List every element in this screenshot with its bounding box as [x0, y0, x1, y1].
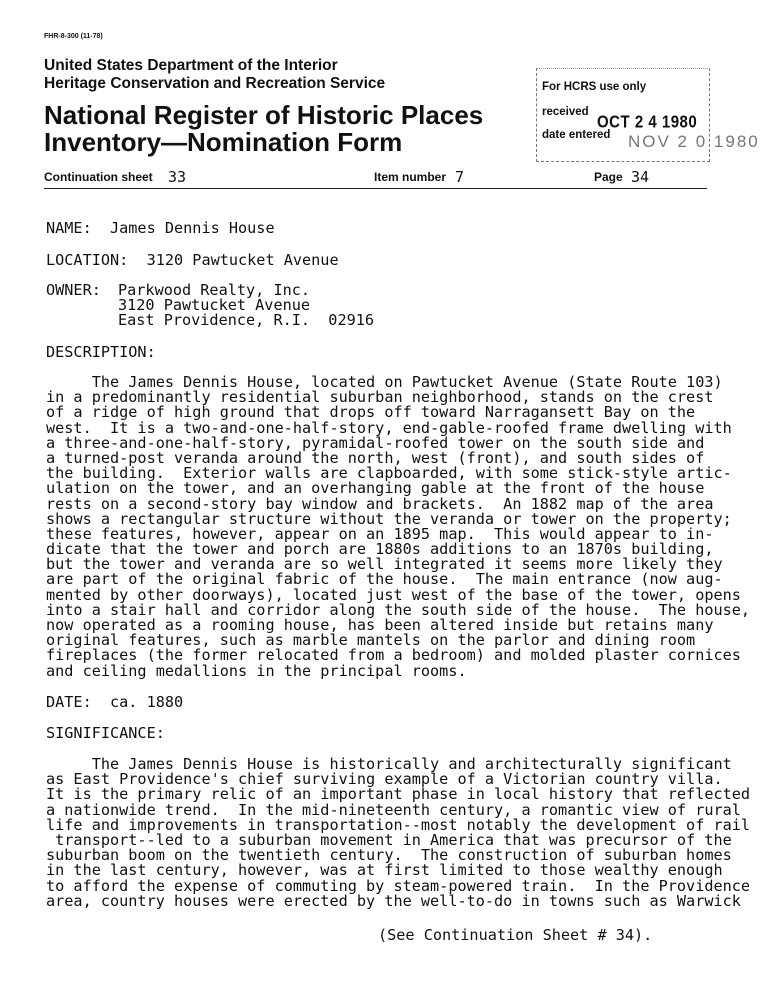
description-text: [46, 375, 750, 679]
header-divider: [44, 188, 707, 189]
description-line: The James Dennis House, located on Pawtucket Avenue (State Route 103): [46, 373, 723, 391]
significance-heading: SIGNIFICANCE:: [46, 724, 165, 742]
significance-line: area, country houses were erected by the well-to-do in towns such as Warwick: [46, 891, 741, 910]
owner-line: Parkwood Realty, Inc.: [118, 281, 311, 299]
significance-line: as East Providence's chief surviving example of a Victorian country villa.: [46, 770, 723, 789]
description-line: a three-and-one-half-story, pyramidal-roofed tower on the south side and: [46, 433, 705, 452]
owner-line: 3120 Pawtucket Avenue: [118, 296, 311, 315]
owner-label: OWNER:: [46, 281, 101, 299]
date-entered-label: date entered: [542, 129, 611, 141]
description-heading: DESCRIPTION:: [46, 343, 156, 361]
description-line: west. It is a two-and-one-half-story, end-gable-roofed frame dwelling with: [46, 418, 732, 437]
property-name: NAME: James Dennis House: [46, 219, 275, 237]
form-title-line1: National Register of Historic Places: [44, 100, 484, 130]
description-line: in a predominantly residential suburban neighborhood, stands on the crest: [46, 388, 714, 407]
continuation-sheet-label: Continuation sheet: [44, 170, 153, 184]
date-entered-stamp: NOV 2 0 1980: [628, 132, 760, 151]
description-line: shows a rectangular structure without the veranda or tower on the property;: [46, 509, 732, 528]
owner-line: East Providence, R.I. 02916: [118, 311, 375, 330]
significance-text: [46, 757, 750, 909]
description-line: a turned-post veranda around the north, west (front), and south sides of: [46, 448, 705, 467]
description-line: ulation on the tower, and an overhanging gable at the front of the house: [46, 479, 705, 498]
description-line: dicate that the tower and porch are 1880s additions to an 1870s building,: [46, 540, 714, 559]
item-number-label: Item number: [374, 170, 447, 184]
continuation-note: (See Continuation Sheet # 34).: [378, 926, 653, 944]
hcrs-box-label: For HCRS use only: [542, 81, 647, 93]
owner-address: [118, 283, 374, 329]
description-line: into a stair hall and corridor along the south side of the house. The house,: [46, 600, 751, 619]
significance-line: life and improvements in transportation--most notably the development of rail: [46, 815, 751, 834]
item-number-value: 7: [455, 168, 465, 186]
description-line: are part of the original fabric of the house. The main entrance (now aug-: [46, 570, 723, 589]
significance-line: to afford the expense of commuting by steam-powered train. In the Providence: [46, 876, 751, 895]
continuation-sheet-number: 33: [168, 168, 187, 186]
description-line: the building. Exterior walls are clapboarded, with some stick-style artic-: [46, 464, 732, 483]
significance-line: a nationwide trend. In the mid-nineteenth century, a romantic view of rural: [46, 800, 741, 819]
service-heading: Heritage Conservation and Recreation Service: [44, 75, 386, 92]
page-label: Page: [594, 170, 623, 184]
property-date: DATE: ca. 1880: [46, 693, 184, 711]
significance-line: suburban boom on the twentieth century. The construction of suburban homes: [46, 846, 732, 865]
page-number: 34: [631, 168, 650, 186]
form-code: FHR-8-300 (11-78): [44, 33, 103, 40]
form-title-line2: Inventory—Nomination Form: [44, 127, 403, 157]
description-line: of a ridge of high ground that drops off toward Narragansett Bay on the: [46, 403, 696, 422]
description-line: and ceiling medallions in the principal rooms.: [46, 661, 467, 680]
significance-line: It is the primary relic of an important phase in local history that reflected: [46, 785, 751, 804]
significance-line: The James Dennis House is historically and architecturally significant: [46, 755, 732, 773]
description-line: original features, such as marble mantels on the parlor and dining room: [46, 631, 696, 650]
significance-line: transport--led to a suburban movement in America that was precursor of the: [46, 830, 732, 849]
received-label: received: [542, 106, 589, 118]
description-line: these features, however, appear on an 1895 map. This would appear to in-: [46, 524, 714, 543]
significance-line: in the last century, however, was at first limited to those wealthy enough: [46, 861, 723, 880]
department-heading: United States Department of the Interior: [44, 57, 338, 74]
description-line: but the tower and veranda are so well integrated it seems more likely they: [46, 555, 723, 574]
description-line: mented by other doorways), located just west of the base of the tower, opens: [46, 585, 741, 604]
received-date-stamp: OCT 2 4 1980: [597, 112, 698, 133]
description-line: now operated as a rooming house, has been altered inside but retains many: [46, 616, 714, 634]
description-line: fireplaces (the former relocated from a bedroom) and molded plaster cornices: [46, 646, 741, 665]
property-location: LOCATION: 3120 Pawtucket Avenue: [46, 251, 339, 269]
description-line: rests on a second-story bay window and brackets. An 1882 map of the area: [46, 494, 714, 513]
